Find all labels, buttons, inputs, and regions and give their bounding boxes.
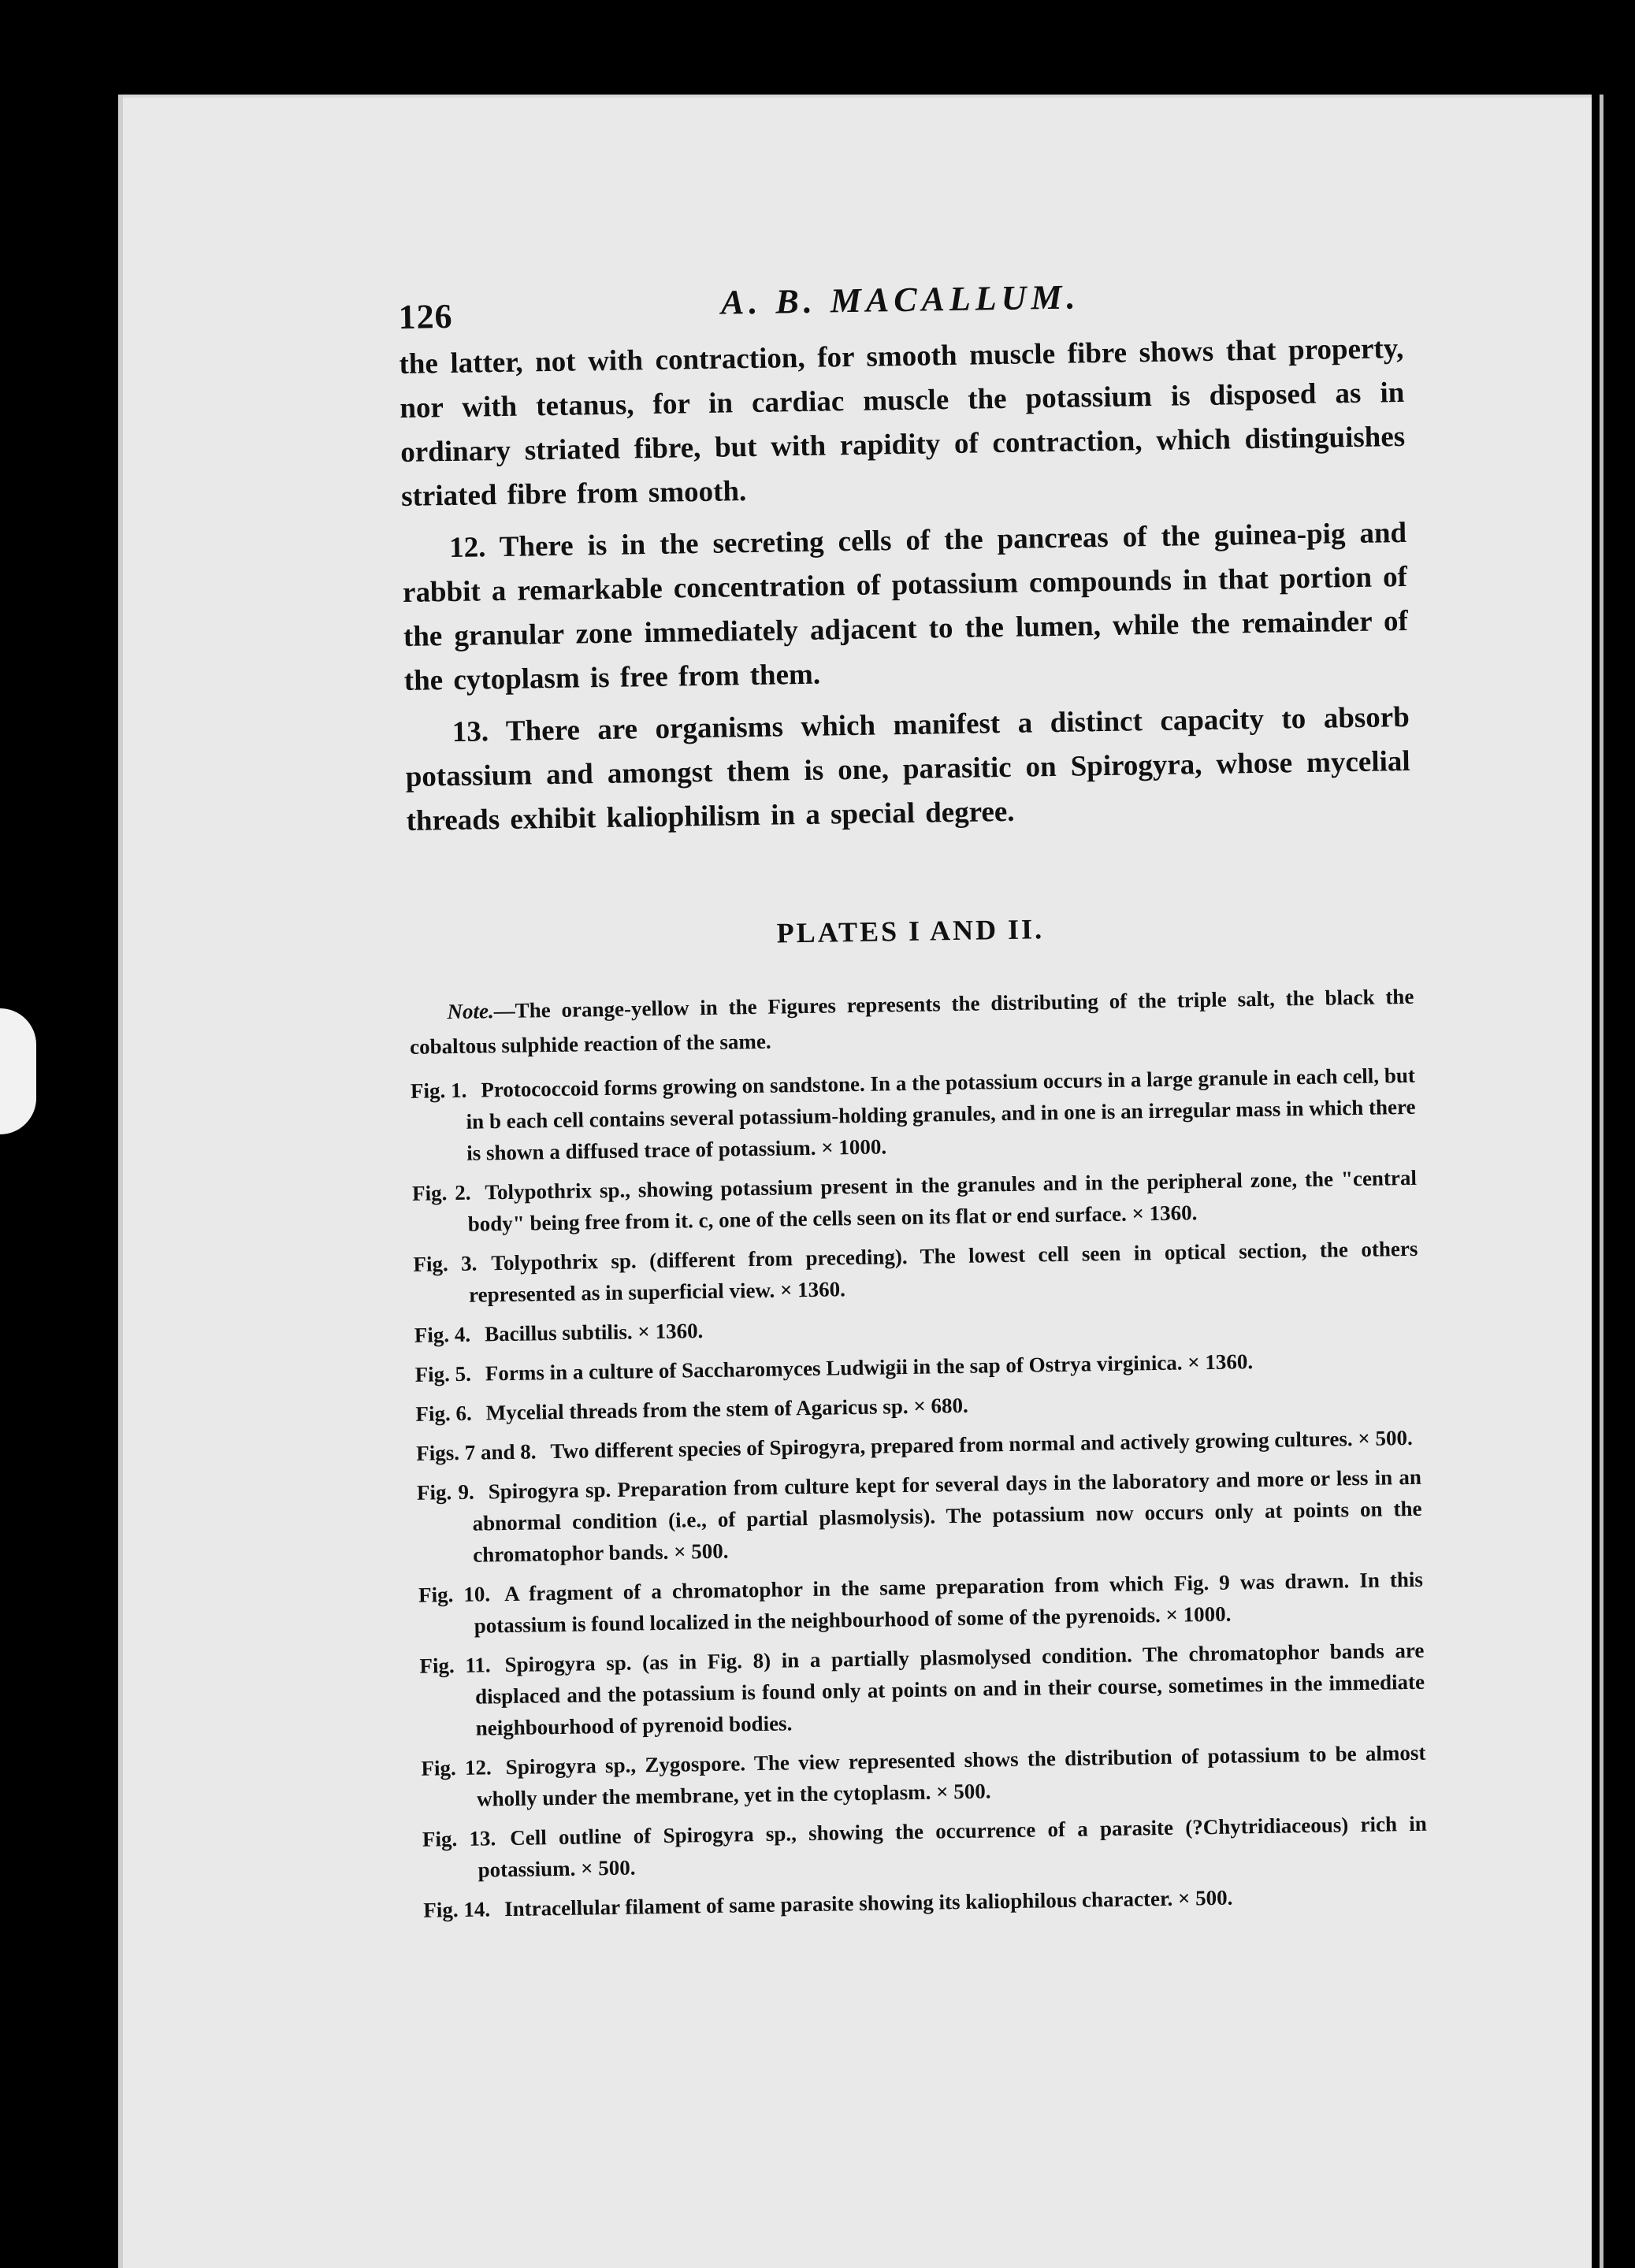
figure-text: Protococcoid forms growing on sandstone. In a the potassium occurs in a large granule in each cell, but in b each cell contains several potassium-holding granules, and in one is an irregular mass in which there is shown a diffused trace of potassium. × 1000. <box>466 1063 1421 1165</box>
figure-label: Fig. 3. <box>413 1251 477 1276</box>
figure-text: Spirogyra sp. Preparation from culture kept for several days in the laboratory and more or less in an abnormal condition (i.e., of partial plasmolysis). The potassium now occurs only at points on the chromatophor bands. × 500. <box>472 1464 1428 1567</box>
figure-text: Mycelial threads from the stem of Agaricus sp. × 680. <box>485 1393 968 1425</box>
figure-caption <box>414 1343 1419 1390</box>
figure-label: Fig. 13. <box>422 1826 496 1851</box>
figure-caption <box>410 1060 1421 1170</box>
scan-artifact <box>0 1008 36 1134</box>
figure-label: Fig. 11. <box>419 1653 491 1678</box>
section-title: PLATES I AND II. <box>776 913 1045 949</box>
figure-text: Spirogyra sp. (as in Fig. 8) in a partially plasmolysed condition. The chromatophor bands are displaced and the potassium is found only at points on and in their course, sometimes in the immediate neighbourhood of pyrenoid bodies. <box>474 1638 1430 1740</box>
figure-text: Two different species of Spirogyra, prepared from normal and actively growing cultures. × 500. <box>550 1425 1413 1464</box>
figure-label: Fig. 10. <box>418 1582 491 1607</box>
figure-list <box>410 1060 1432 1926</box>
paragraph: 12. There is in the secreting cells of the pancreas of the guinea-pig and rabbit a remarkable concentration of potassium compounds in that portion of the granular zone immediately adjacent to the lumen, while the remainder of the cytoplasm is free from them. <box>402 516 1409 697</box>
figure-label: Fig. 2. <box>411 1180 471 1205</box>
body-text <box>399 327 1411 844</box>
figure-text: Tolypothrix sp., showing potassium present in the granules and in the peripheral zone, the "central body" being free from it. c, one of the cells seen on its flat or end surface. × 1360. <box>467 1165 1422 1236</box>
figure-caption <box>421 1737 1432 1816</box>
page-number: 126 <box>398 296 453 336</box>
figure-label: Fig. 6. <box>415 1401 472 1426</box>
scan-border <box>1603 71 1635 2268</box>
figure-label: Figs. 7 and 8. <box>416 1439 537 1465</box>
paragraph: the latter, not with contraction, for smooth muscle fibre shows that property, nor with tetanus, for in cardiac muscle the potassium is disposed as in ordinary striated fibre, but with rapidity of contraction, which distinguishes striated fibre from smooth. <box>399 332 1406 513</box>
figure-label: Fig. 14. <box>423 1897 491 1922</box>
figure-caption <box>423 1879 1428 1926</box>
figure-text: Intracellular filament of same parasite showing its kaliophilous character. × 500. <box>504 1885 1233 1921</box>
page-content <box>398 272 1432 1934</box>
figure-caption <box>414 1304 1419 1351</box>
paragraph: 13. There are organisms which manifest a distinct capacity to absorb potassium and amongst them is one, parasitic on Spirogyra, whose mycelial threads exhibit kaliophilism in a special degree. <box>405 700 1410 837</box>
figure-label: Fig. 9. <box>416 1479 474 1505</box>
figure-caption <box>411 1162 1422 1241</box>
figure-caption <box>422 1808 1432 1887</box>
figure-caption <box>416 1422 1421 1469</box>
figure-caption <box>419 1635 1430 1745</box>
running-head: A. B. MACALLUM. <box>720 277 1080 322</box>
figure-text: Bacillus subtilis. × 1360. <box>484 1319 704 1346</box>
figure-label: Fig. 4. <box>414 1322 471 1347</box>
figure-label: Fig. 12. <box>421 1755 492 1780</box>
figure-caption <box>413 1233 1424 1312</box>
figure-label: Fig. 1. <box>410 1078 467 1103</box>
figure-text: Forms in a culture of Saccharomyces Ludwigii in the sap of Ostrya virginica. × 1360. <box>485 1349 1254 1386</box>
figure-text: A fragment of a chromatophor in the same preparation from which Fig. 9 was drawn. In this potassium is found localized in the neighbourhood of some of the pyrenoids. × 1000. <box>474 1567 1429 1638</box>
figure-text: Cell outline of Spirogyra sp., showing the occurrence of a parasite (?Chytridiaceous) rich in potassium. × 500. <box>477 1811 1432 1882</box>
figure-text: Spirogyra sp., Zygospore. The view represented shows the distribution of potassium to be almost wholly under the membrane, yet in the cytoplasm. × 500. <box>476 1740 1432 1811</box>
note-text: —The orange-yellow in the Figures represents the distributing of the triple salt, the black the cobaltous sulphide reaction of the same. <box>409 984 1414 1059</box>
figure-text: Tolypothrix sp. (different from preceding). The lowest cell seen in optical section, the others represented as in superficial view. × 1360. <box>468 1236 1424 1307</box>
figure-label: Fig. 5. <box>414 1361 472 1386</box>
figure-caption <box>415 1383 1420 1430</box>
plates-note <box>409 979 1414 1064</box>
figure-caption <box>418 1564 1429 1643</box>
figure-caption <box>416 1461 1428 1572</box>
note-lead: Note. <box>447 999 494 1024</box>
